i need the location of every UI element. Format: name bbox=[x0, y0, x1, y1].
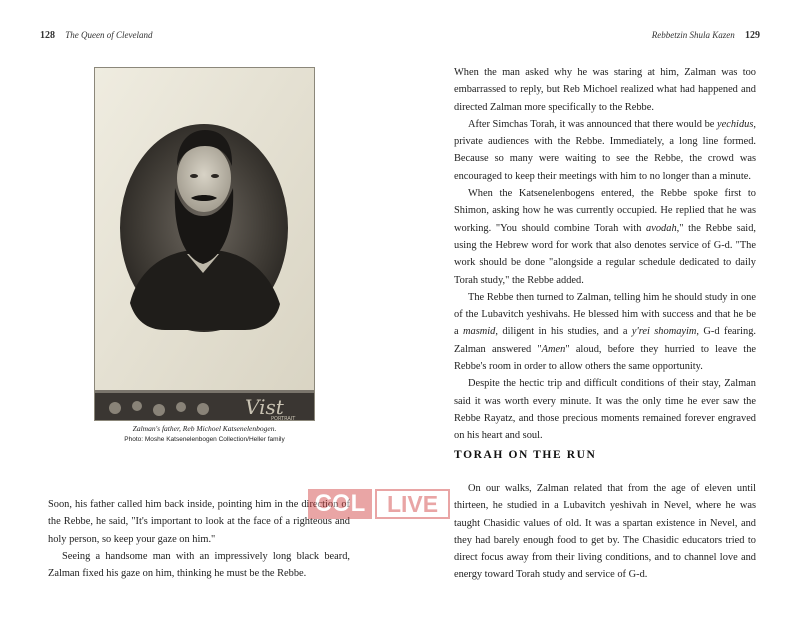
photo-studio-imprint-small: PORTRAIT bbox=[271, 416, 296, 421]
right-paragraph bbox=[454, 116, 756, 185]
photo-caption bbox=[94, 424, 315, 443]
italic-term: avodah bbox=[646, 222, 677, 234]
right-page-number: 129 bbox=[745, 30, 760, 41]
text-run: The Rebbe then turned to Zalman, telling him he should study in one of the Lubavitch yeshivahs. He blessed him with success and that he be a bbox=[454, 291, 756, 338]
left-paragraph: Soon, his father called him back inside, pointing him in the direction of the Rebbe, he said, "It's important to look at the face of a righteous and holy person, so keep your gaze on him." bbox=[48, 499, 350, 545]
portrait-photo-illustration bbox=[95, 68, 315, 421]
portrait-photo bbox=[94, 67, 315, 421]
watermark-live: LIVE bbox=[375, 489, 450, 519]
watermark-col: COL bbox=[308, 489, 372, 519]
italic-term: Amen bbox=[541, 343, 566, 355]
right-page-body bbox=[454, 64, 756, 445]
col-live-watermark-logo bbox=[308, 489, 450, 519]
photo-studio-imprint: Vist bbox=[245, 395, 284, 419]
left-page-body bbox=[48, 496, 350, 582]
italic-term: y'rei shomayim bbox=[631, 326, 697, 338]
right-paragraph bbox=[454, 185, 756, 289]
text-run: , diligent in his studies, and a bbox=[495, 326, 632, 338]
right-paragraph: When the man asked why he was staring at him, Zalman was too embarrassed to reply, but Reb Michoel realized what had happened and directed Zalman more specifically to the Rebbe. bbox=[454, 67, 756, 113]
right-running-head bbox=[652, 30, 768, 41]
left-running-title: The Queen of Cleveland bbox=[65, 30, 153, 40]
left-paragraph: Seeing a handsome man with an impressively long black beard, Zalman fixed his gaze on him, thinking he must be the Rebbe. bbox=[48, 550, 350, 580]
section-paragraph: On our walks, Zalman related that from the age of eleven until thirteen, he studied in a Lubavitch yeshivah in Nevel, where he was taught Chasidic values of old. It was a spartan existence in Nevel, and they had barely enough food to get by. The Chasidic educators tried to direct focus away from their living conditions, and to channel love and energy toward Torah study and service of G-d. bbox=[454, 483, 756, 581]
right-paragraph: Despite the hectic trip and difficult conditions of their stay, Zalman said it was worth every minute. It was the only time he ever saw the Rebbe Rayatz, and those precious moments remained forever engraved on his heart and soul. bbox=[454, 378, 756, 442]
italic-term: yechidus bbox=[717, 118, 754, 130]
caption-line-1: Zalman's father, Reb Michoel Katsenelenbogen. bbox=[132, 424, 277, 433]
text-run: ," the Rebbe said, using the Hebrew word for work that also denotes service of G-d. "The work should be done "alongside a regular schedule dedicated to daily Torah study," the Rebbe added. bbox=[454, 222, 756, 286]
right-running-title: Rebbetzin Shula Kazen bbox=[651, 30, 735, 40]
italic-term: masmid bbox=[463, 326, 496, 338]
left-page-number: 128 bbox=[40, 30, 55, 41]
left-running-head bbox=[32, 30, 152, 41]
right-paragraph bbox=[454, 289, 756, 375]
text-run: , G-d fearing. Zalman answered " bbox=[454, 326, 756, 355]
section-heading: TORAH ON THE RUN bbox=[454, 449, 597, 461]
caption-line-2: Photo: Moshe Katsenelenbogen Collection/Heller family bbox=[124, 436, 285, 443]
text-run: , private audiences with the Rebbe. Immediately, a long line formed. Because so many were waiting to see the Rebbe, the crowd was encouraged to keep their meetings with him to no longer than a minute. bbox=[454, 118, 756, 182]
section-body bbox=[454, 480, 756, 584]
text-run: After Simchas Torah, it was announced that there would be bbox=[468, 118, 718, 130]
text-run: When the Katsenelenbogens entered, the Rebbe spoke first to Shimon, asking how he was currently occupied. He replied that he was working. "You should combine Torah with bbox=[454, 188, 756, 234]
text-run: " aloud, before they hurried to leave the Rebbe's room in order to allow others the same opportunity. bbox=[454, 343, 756, 373]
